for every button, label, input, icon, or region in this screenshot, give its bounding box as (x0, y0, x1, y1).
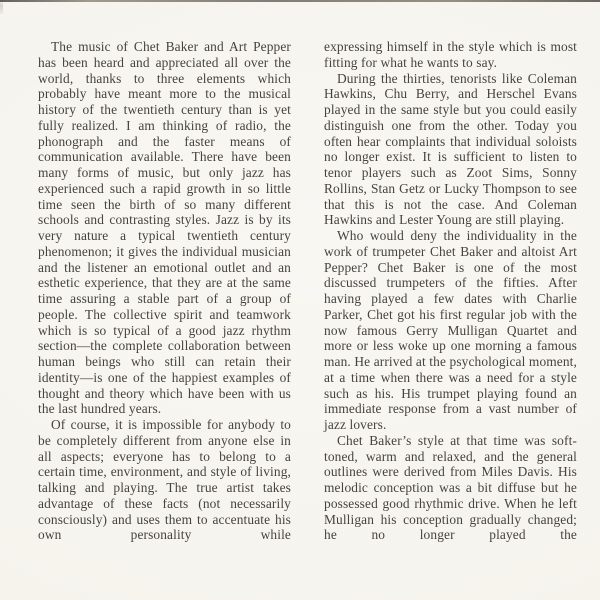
paragraph-music-of-chet-baker: The music of Chet Baker and Art Pepper has been heard and appreciated all over the world, thanks to three elements which probably have meant more to the musical history of the twentieth century than is yet fully realized. I am thinking of radio, the phonograph and the faster means of communication available. There have been many forms of music, but only jazz has experienced such a rapid growth in so little time seen the birth of so many different schools and contrasting styles. Jazz is by its very nature a typical twentieth century phenomenon; it gives the individual musician and the listener an emotional outlet and an esthetic experience, that they are at the same time assuring a stable part of a group of people. The collective spirit and teamwork which is so typical of a good jazz rhythm section—the complete collaboration between human beings who still can retain their identity—is one of the happiest examples of thought and theory which have been with us the last hundred years. (38, 39, 291, 417)
left-column (38, 39, 291, 543)
paragraph-of-course: Of course, it is impossible for anybody to be completely different from anyone else in all aspects; everyone has to belong to a certain time, environment, and style of living, talking and playing. The true artist takes advantage of these facts (not necessarily consciously) and uses them to accentuate his own personality while (38, 417, 291, 543)
paragraph-during-the-thirties: During the thirties, tenorists like Coleman Hawkins, Chu Berry, and Herschel Evans played in the same style but you could easily distinguish one from the other. Today you often hear complaints that individual soloists no longer exist. It is sufficient to listen to tenor players such as Zoot Sims, Sonny Rollins, Stan Getz or Lucky Thompson to see that this is not the case. And Coleman Hawkins and Lester Young are still playing. (324, 70, 577, 228)
paragraph-continuation-expressing-himself: expressing himself in the style which is most fitting for what he wants to say. (324, 39, 577, 70)
paragraph-who-would-deny: Who would deny the individuality in the work of trumpeter Chet Baker and altoist Art Pepper? Chet Baker is one of the most discussed trumpeters of the fifties. After having played a few dates with Charlie Parker, Chet got his first regular job with the now famous Gerry Mulligan Quartet and more or less woke up one morning a famous man. He arrived at the psychological moment, at a time when there was a need for a style such as his. His trumpet playing found an immediate response from a vast number of jazz lovers. (324, 228, 577, 432)
scan-corner-shadow (0, 0, 3, 14)
scan-top-edge (0, 0, 600, 2)
right-column (324, 39, 577, 543)
paragraph-chet-bakers-style: Chet Baker’s style at that time was soft-toned, warm and relaxed, and the general outlines were derived from Miles Davis. His melodic conception was a bit diffuse but he possessed good rhythmic drive. When he left Mulligan his conception gradually changed; he no longer played the (324, 432, 577, 543)
text-columns (38, 39, 577, 543)
